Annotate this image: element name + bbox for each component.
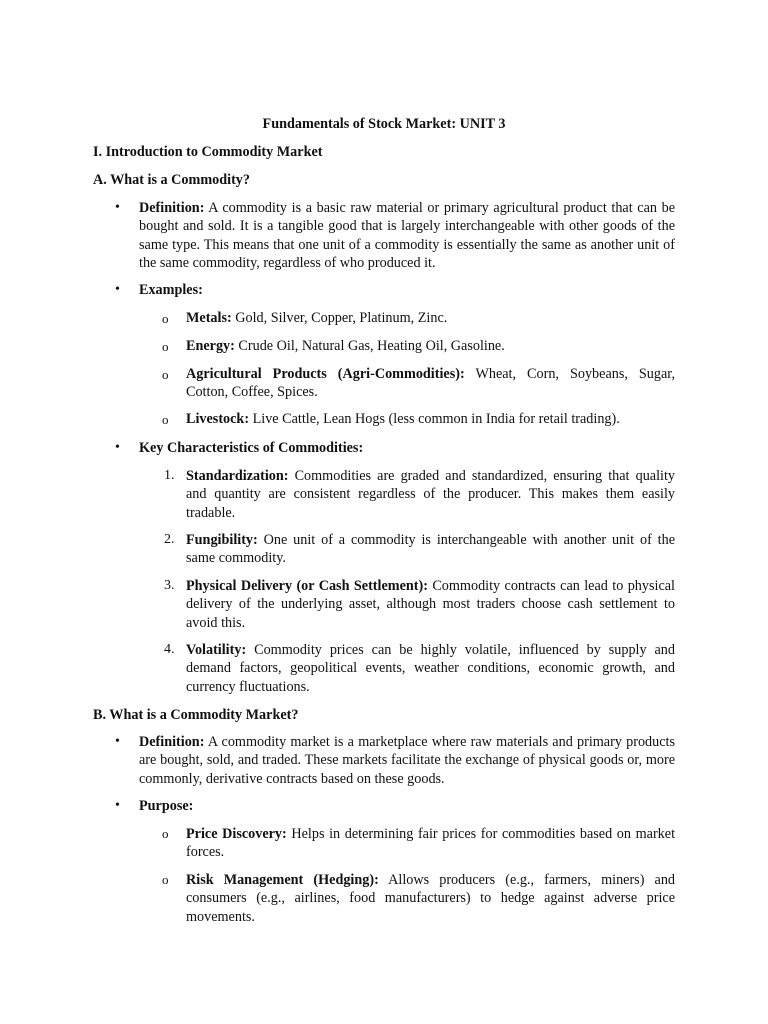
example-item: Metals: Gold, Silver, Copper, Platinum, Zinc.	[186, 310, 448, 326]
example-item: Agricultural Products (Agri-Commodities): Wheat, Corn, Soybeans, Sugar, Cotton, Coffee, Spices.	[186, 366, 675, 401]
characteristic-item: Physical Delivery (or Cash Settlement): Commodity contracts can lead to physical delivery of the underlying asset, although most traders choose cash settlement to avoid this.	[186, 578, 675, 631]
bullet-icon: •	[115, 440, 120, 455]
circle-bullet-icon: o	[162, 367, 169, 382]
list-number: 2.	[164, 532, 175, 547]
definition-label: Definition:	[139, 200, 205, 216]
circle-bullet-icon: o	[162, 311, 169, 326]
bullet-icon: •	[115, 734, 120, 749]
circle-bullet-icon: o	[162, 872, 169, 887]
circle-bullet-icon: o	[162, 826, 169, 841]
circle-bullet-icon: o	[162, 412, 169, 427]
subsection-heading-b: B. What is a Commodity Market?	[93, 707, 299, 723]
section-heading: I. Introduction to Commodity Market	[93, 144, 323, 160]
purpose-item: Price Discovery: Helps in determining fair prices for commodities based on market forces.	[186, 826, 676, 861]
characteristic-item: Volatility: Commodity prices can be highly volatile, influenced by supply and demand factors, geopolitical events, weather conditions, economic growth, and currency fluctuations.	[186, 642, 675, 695]
example-item: Livestock: Live Cattle, Lean Hogs (less common in India for retail trading).	[186, 411, 620, 427]
characteristic-item: Fungibility: One unit of a commodity is interchangeable with another unit of the same commodity.	[186, 532, 676, 567]
list-number: 4.	[164, 642, 175, 657]
bullet-icon: •	[115, 200, 120, 215]
definition-text: A commodity is a basic raw material or primary agricultural product that can be bought and sold. It is a tangible good that is largely interchangeable with other goods of the same type. This means that one unit of a commodity is essentially the same as another unit of the same commodity, regardless of who produced it.	[139, 200, 676, 271]
examples-label: Examples:	[139, 282, 203, 298]
circle-bullet-icon: o	[162, 339, 169, 354]
list-number: 3.	[164, 578, 175, 593]
definition-paragraph	[139, 199, 675, 272]
characteristic-item: Standardization: Commodities are graded and standardized, ensuring that quality and quantity are consistent regardless of the producer. This makes them easily tradable.	[186, 468, 675, 521]
definition-label: Definition:	[139, 734, 205, 750]
example-item: Energy: Crude Oil, Natural Gas, Heating Oil, Gasoline.	[186, 338, 505, 354]
definition-paragraph	[139, 733, 675, 788]
list-number: 1.	[164, 468, 175, 483]
subsection-heading-a: A. What is a Commodity?	[93, 172, 250, 188]
document-title: Fundamentals of Stock Market: UNIT 3	[262, 116, 506, 132]
bullet-icon: •	[115, 282, 120, 297]
definition-text: A commodity market is a marketplace where raw materials and primary products are bought, sold, and traded. These markets facilitate the exchange of physical goods or, more commonly, derivative contracts based on these goods.	[139, 734, 675, 787]
purpose-item: Risk Management (Hedging): Allows producers (e.g., farmers, miners) and consumers (e.g., airlines, food manufacturers) to hedge against adverse price movements.	[186, 872, 676, 925]
bullet-icon: •	[115, 798, 120, 813]
purpose-label: Purpose:	[139, 798, 194, 814]
characteristics-label: Key Characteristics of Commodities:	[139, 440, 364, 456]
